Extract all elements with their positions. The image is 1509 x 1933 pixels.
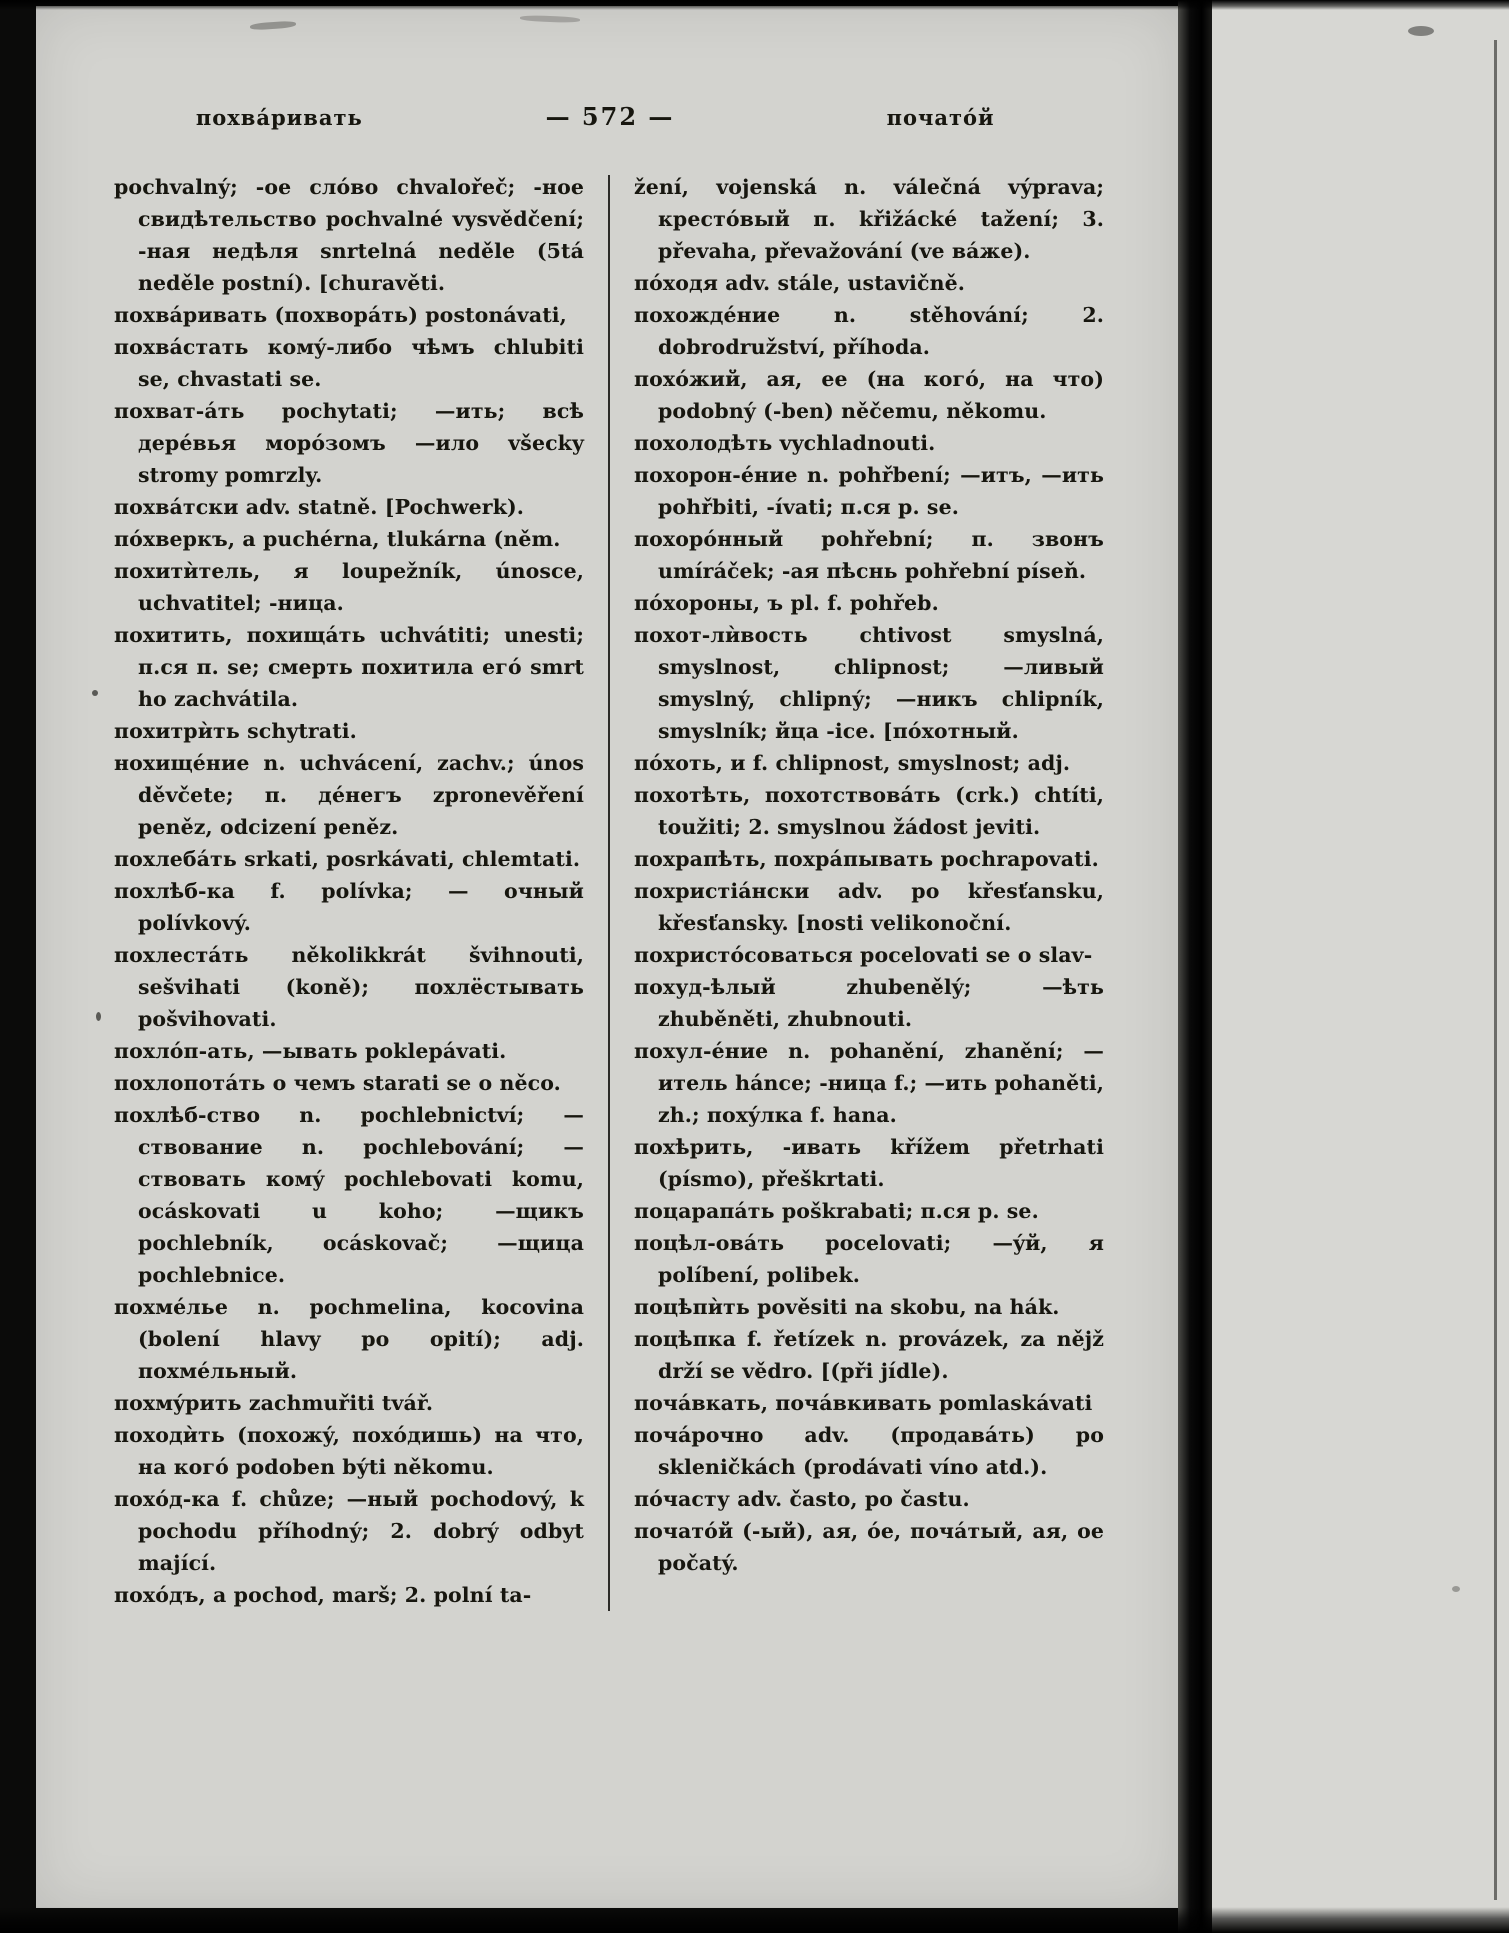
column-divider-rule	[608, 175, 610, 1611]
dictionary-entry: похрапѣть, похрáпывать pochrapovati.	[634, 847, 1099, 871]
dictionary-entry: нохищéние n. uchvácení, zachv.; únos děvčete; п. дéнегъ zpronevěření peněz, odcizení peněz.	[114, 751, 584, 839]
dictionary-entry: пóчасту adv. často, po častu.	[634, 1487, 970, 1511]
dictionary-entry: поцѣпка f. řetízek n. provázek, za nějž drží se vědro. [(při jídle).	[634, 1327, 1104, 1383]
dictionary-entry: похóжий, ая, ее (на когó, на что) podobný (-ben) něčemu, někomu.	[634, 367, 1104, 423]
dictionary-entry: похлестáть několikkrát švihnouti, sešvihati (koně); похлёстывать pošvihovati.	[114, 943, 584, 1031]
neighbor-page-edge-line	[1494, 40, 1497, 1900]
dictionary-entry: похождéние n. stěhování; 2. dobrodružství, příhoda.	[634, 303, 1104, 359]
scan-smudge-top	[0, 0, 1509, 10]
dictionary-entry: похмéлье n. pochmelina, kocovina (bolení hlavy po opití); adj. похмéльный.	[114, 1295, 584, 1383]
neighbor-page-sliver	[1212, 0, 1509, 1933]
page-number: — 572 —	[545, 102, 675, 131]
dictionary-entry: пóхороны, ъ pl. f. pohřeb.	[634, 591, 939, 615]
dictionary-entry: почáрочно adv. (продавáть) po skleničkách (prodávati víno atd.).	[634, 1423, 1104, 1479]
dictionary-entry: похвáстать комý-либо чѣмъ chlubiti se, chvastati se.	[114, 335, 584, 391]
dictionary-entry: похват-áть pochytati; —ить; всѣ дерéвья морóзомъ —ило všecky stromy pomrzly.	[114, 399, 584, 487]
dictionary-entry: žení, vojenská n. válečná výprava; крестóвый п. křižácké tažení; 3. převaha, převažování (ve вáже).	[634, 175, 1104, 263]
dictionary-entry: похотѣть, похотствовáть (crk.) chtíti, toužiti; 2. smyslnou žádost jeviti.	[634, 783, 1104, 839]
dictionary-entry: пóхверкъ, a puchérna, tlukárna (něm.	[114, 527, 561, 551]
dictionary-entry: похѣрить, -ивать křížem přetrhati (písmo), přeškrtati.	[634, 1135, 1104, 1191]
dictionary-entry: похитѝтель, я loupežník, únosce, uchvatitel; -ница.	[114, 559, 584, 615]
dictionary-entry: походѝть (похожý, похóдишь) на что, на когó podoben býti někomu.	[114, 1423, 584, 1479]
dictionary-entry: похлебáть srkati, posrkávati, chlemtati.	[114, 847, 581, 871]
page-gutter-shadow	[1178, 0, 1212, 1933]
dictionary-entry: похлóп-ать, —ывать poklepávati.	[114, 1039, 507, 1063]
dictionary-entry: пóходя adv. stále, ustavičně.	[634, 271, 966, 295]
dictionary-entry: пóхоть, и f. chlipnost, smyslnost; adj.	[634, 751, 1071, 775]
dictionary-entry: поцѣпѝть pověsiti na skobu, na hák.	[634, 1295, 1060, 1319]
dictionary-entry: похристóсоваться pocelovati se o slav-	[634, 943, 1093, 967]
header-guide-word-right: початóй	[886, 105, 995, 130]
dictionary-entry: похуд-ѣлый zhubenělý; —ѣть zhuběněti, zhubnouti.	[634, 975, 1104, 1031]
scan-speck	[96, 1012, 101, 1021]
scan-speck	[92, 690, 98, 696]
scan-speck	[1452, 1586, 1460, 1592]
dictionary-entry: почáвкать, почáвкивать pomlaskávati	[634, 1391, 1093, 1415]
dictionary-entry: похорон-éние n. pohřbení; —итъ, —ить pohřbiti, -ívati; п.ся p. se.	[634, 463, 1104, 519]
right-column	[634, 171, 1104, 1611]
scan-speck	[1408, 26, 1434, 36]
text-columns	[114, 171, 1106, 1611]
scan-smudge-bottom	[0, 1907, 1509, 1933]
dictionary-entry: похóдъ, a pochod, marš; 2. polní ta-	[114, 1583, 532, 1607]
dictionary-entry: поцѣл-овáть pocelovati; —ýй, я políbení, polibek.	[634, 1231, 1104, 1287]
left-column	[114, 171, 584, 1611]
dictionary-entry: похвáривать (похворáть) postonávati,	[114, 303, 567, 327]
page-header	[114, 102, 1106, 131]
scanned-dictionary-page	[36, 6, 1178, 1908]
dictionary-entry: похолодѣть vychladnouti.	[634, 431, 936, 455]
dictionary-entry: похлопотáть о чемъ starati se o něco.	[114, 1071, 561, 1095]
dictionary-entry: похлѣб-ка f. polívka; — очный polívkový.	[114, 879, 584, 935]
dictionary-entry: похорóнный pohřební; п. звонъ umíráček; -ая пѣснь pohřební píseň.	[634, 527, 1104, 583]
dictionary-entry: похóд-ка f. chůze; —ный pochodový, k pochodu příhodný; 2. dobrý odbyt mající.	[114, 1487, 584, 1575]
header-guide-word-left: похвáривать	[195, 105, 363, 130]
dictionary-entry: поцарапáть poškrabati; п.ся p. se.	[634, 1199, 1039, 1223]
dictionary-entry: похмýрить zachmuřiti tvář.	[114, 1391, 434, 1415]
dictionary-entry: похлѣб-ство n. pochlebnictví; —ствование n. pochlebování; —ствовать комý pochlebovati komu, ocáskovati u koho; —щикъ pochlebník, ocáskovač; —щица pochlebnice.	[114, 1103, 584, 1287]
dictionary-entry: похул-éние n. pohanění, zhanění; —итель hánce; -ница f.; —ить pohaněti, zh.; похýлка f. hana.	[634, 1039, 1104, 1127]
dictionary-entry: похристiáнски adv. po křesťansku, křesťansky. [nosti velikonoční.	[634, 879, 1104, 935]
dictionary-entry: pochvalný; -ое слóво chvalořeč; -ное свидѣтельство pochvalné vysvědčení; -ная недѣля snrtelná neděle (5tá neděle postní). [churavěti.	[114, 175, 584, 295]
dictionary-entry: похвáтски adv. statně. [Pochwerk).	[114, 495, 525, 519]
dictionary-entry: похитрѝть schytrati.	[114, 719, 357, 743]
page-content	[114, 102, 1106, 1611]
dictionary-entry: похот-лѝвость chtivost smyslná, smyslnost, chlipnost; —ливый smyslný, chlipný; —никъ chlipník, smyslník; йца -ice. [пóхотный.	[634, 623, 1104, 743]
dictionary-entry: похитить, похищáть uchvátiti; unesti; п.ся п. se; смерть похитила егó smrt ho zachvátila.	[114, 623, 584, 711]
dictionary-entry: початóй (-ый), ая, óе, почáтый, ая, ое počatý.	[634, 1519, 1104, 1575]
